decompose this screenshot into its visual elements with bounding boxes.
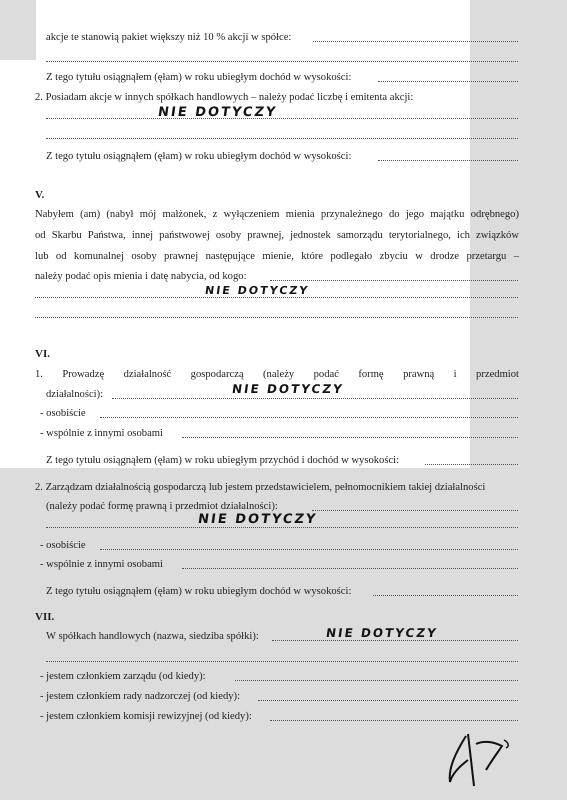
income-line: Z tego tytułu osiągnąłem (ęłam) w roku ubiegłym przychód i dochód w wysokości: <box>46 455 400 466</box>
fill-line <box>258 700 518 701</box>
fill-line <box>378 81 518 82</box>
section-v-text: Nabyłem (am) (nabył mój małżonek, z wyłączeniem mienia przynależnego do jego majątku odrębnego) <box>35 209 519 220</box>
section-vi-heading: VI. <box>35 348 50 360</box>
income-line: Z tego tytułu osiągnąłem (ęłam) w roku ubiegłym dochód w wysokości: <box>46 72 352 83</box>
fill-line <box>272 640 518 641</box>
fill-line <box>46 527 518 528</box>
fill-line <box>46 61 518 62</box>
fill-line <box>100 549 518 550</box>
handwritten-not-applicable: NIE DOTYCZY <box>196 512 319 527</box>
fill-line <box>46 661 518 662</box>
audit-committee-line: - jestem członkiem komisji rewizyjnej (od kiedy): <box>40 711 252 722</box>
supervisory-board-line: - jestem członkiem rady nadzorczej (od kiedy): <box>40 691 241 702</box>
section-vii-heading: VII. <box>35 611 55 623</box>
management-item: 2. Zarządzam działalnością gospodarczą lub jestem przedstawicielem, pełnomocnikiem takiej działalności <box>35 482 486 493</box>
fill-line <box>235 680 518 681</box>
section-v-heading: V. <box>35 189 45 201</box>
fill-line <box>270 280 518 281</box>
business-activity-item: 1. Prowadzę działalność gospodarczą (należy podać formę prawną i przedmiot <box>35 369 519 380</box>
management-item: (należy podać formę prawną i przedmiot działalności): <box>46 501 278 512</box>
fill-line <box>112 398 518 399</box>
handwritten-not-applicable: NIE DOTYCZY <box>204 284 311 297</box>
board-member-line: - jestem członkiem zarządu (od kiedy): <box>40 671 206 682</box>
fill-line <box>378 160 518 161</box>
fill-line <box>312 510 518 511</box>
jointly-line: - wspólnie z innymi osobami <box>40 559 163 570</box>
jointly-line: - wspólnie z innymi osobami <box>40 428 163 439</box>
shares-stake-line: akcje te stanowią pakiet większy niż 10 % akcji w spółce: <box>46 32 292 43</box>
handwritten-signature <box>438 730 518 790</box>
personally-line: - osobiście <box>40 408 86 419</box>
other-shares-item: 2. Posiadam akcje w innych spółkach handlowych – należy podać liczbę i emitenta akcji: <box>35 92 414 103</box>
fill-line <box>313 41 518 42</box>
handwritten-not-applicable: NIE DOTYCZY <box>325 626 439 640</box>
fill-line <box>182 568 518 569</box>
commercial-companies-line: W spółkach handlowych (nazwa, siedziba spółki): <box>46 631 259 642</box>
fill-line <box>35 317 518 318</box>
section-v-text: należy podać opis mienia i datę nabycia, od kogo: <box>35 271 247 282</box>
fill-line <box>46 138 518 139</box>
personally-line: - osobiście <box>40 540 86 551</box>
fill-line <box>35 297 518 298</box>
section-v-text: od Skarbu Państwa, innej państwowej osoby prawnej, jednostek samorządu terytorialnego, ich związków <box>35 230 519 241</box>
fill-line <box>46 118 518 119</box>
income-line: Z tego tytułu osiągnąłem (ęłam) w roku ubiegłym dochód w wysokości: <box>46 151 352 162</box>
fill-line <box>100 417 518 418</box>
handwritten-not-applicable: NIE DOTYCZY <box>156 105 279 120</box>
section-v-text: lub od komunalnej osoby prawnej następujące mienie, które podlegało zbyciu w drodze przetargu – <box>35 251 519 262</box>
handwritten-not-applicable: NIE DOTYCZY <box>231 382 345 396</box>
business-activity-item: działalności): <box>46 389 104 400</box>
income-line: Z tego tytułu osiągnąłem (ęłam) w roku ubiegłym dochód w wysokości: <box>46 586 352 597</box>
fill-line <box>270 720 518 721</box>
fill-line <box>425 464 518 465</box>
fill-line <box>182 437 518 438</box>
fill-line <box>373 595 518 596</box>
